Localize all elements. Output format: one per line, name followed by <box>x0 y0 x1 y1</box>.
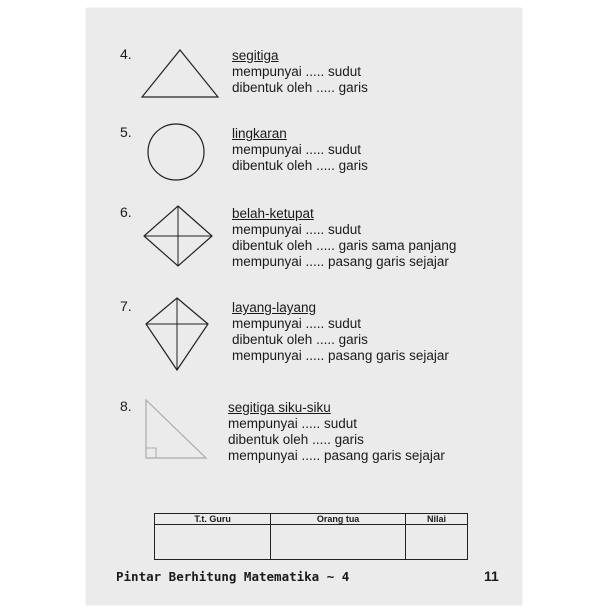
question-line: dibentuk oleh ..... garis <box>232 158 368 173</box>
book-title: Pintar Berhitung Matematika ~ 4 <box>116 569 350 584</box>
question-line: mempunyai ..... pasang garis sejajar <box>232 348 449 363</box>
circle-icon <box>146 122 206 182</box>
question-line: dibentuk oleh ..... garis <box>232 80 368 95</box>
table-header: Orang tua <box>271 514 406 525</box>
question-line: mempunyai ..... sudut <box>232 222 362 237</box>
item-number: 7. <box>120 298 132 314</box>
question-line: dibentuk oleh ..... garis sama panjang <box>232 238 457 253</box>
question-line: mempunyai ..... sudut <box>228 416 358 431</box>
worksheet-page <box>86 8 522 605</box>
rhombus-icon <box>142 204 214 268</box>
signature-cell-parent <box>271 525 406 560</box>
shape-title: segitiga siku-siku <box>228 400 331 415</box>
signature-table <box>154 513 468 560</box>
kite-icon <box>144 296 210 372</box>
signature-cell-teacher <box>155 525 271 560</box>
score-cell <box>405 525 467 560</box>
triangle-icon <box>140 48 220 100</box>
item-number: 8. <box>120 398 132 414</box>
question-line: dibentuk oleh ..... garis <box>232 332 368 347</box>
item-number: 5. <box>120 124 132 140</box>
shape-title: segitiga <box>232 48 279 63</box>
question-line: mempunyai ..... sudut <box>232 142 362 157</box>
page-number: 11 <box>484 568 499 584</box>
right-triangle-icon <box>142 396 210 462</box>
question-line: mempunyai ..... sudut <box>232 64 362 79</box>
table-header: T.t. Guru <box>155 514 271 525</box>
question-line: mempunyai ..... pasang garis sejajar <box>232 254 449 269</box>
shape-title: layang-layang <box>232 300 317 315</box>
table-header: Nilai <box>405 514 467 525</box>
question-line: dibentuk oleh ..... garis <box>228 432 364 447</box>
shape-title: lingkaran <box>232 126 287 141</box>
item-number: 4. <box>120 46 132 62</box>
question-line: mempunyai ..... pasang garis sejajar <box>228 448 445 463</box>
shape-title: belah-ketupat <box>232 206 314 221</box>
item-number: 6. <box>120 204 132 220</box>
question-line: mempunyai ..... sudut <box>232 316 362 331</box>
